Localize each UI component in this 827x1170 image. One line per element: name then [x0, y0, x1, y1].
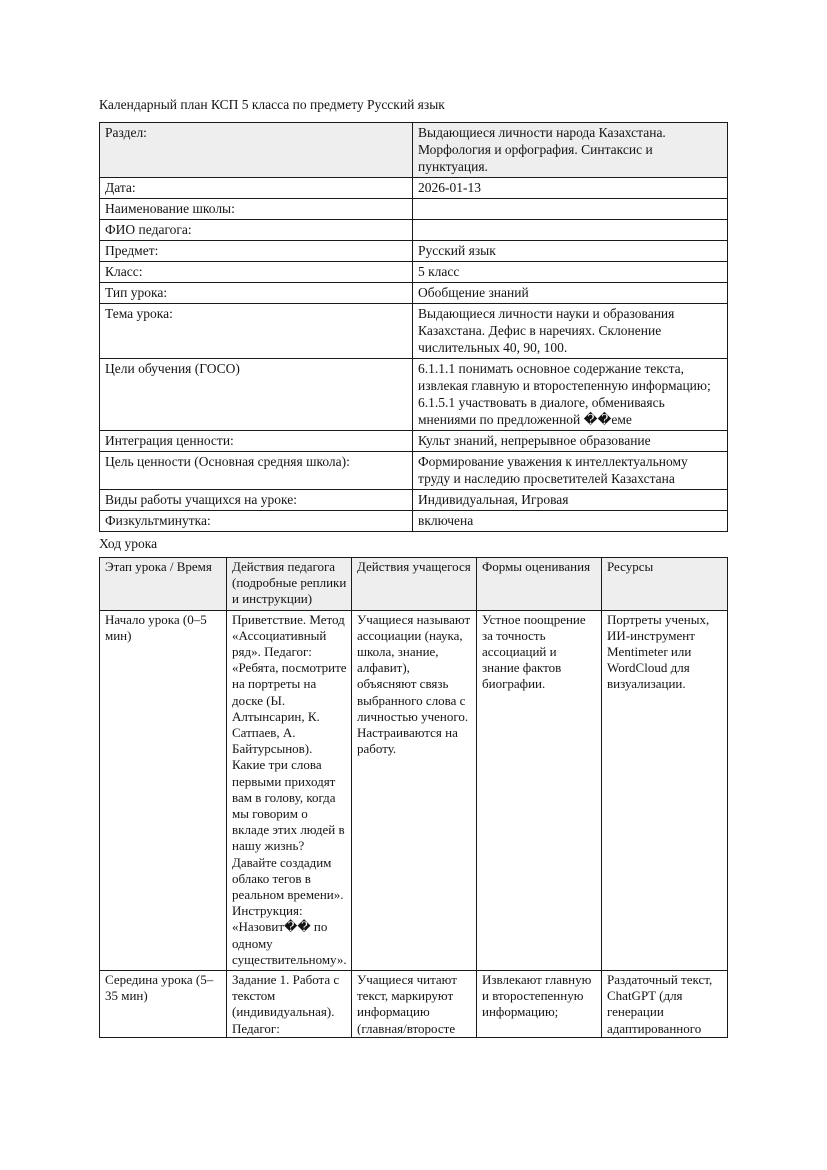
lesson-info-table	[99, 122, 728, 532]
table-row	[100, 304, 728, 359]
clipped-cell-text: Задание 1. Работа с текстом (индивидуальная). Педагог:	[232, 972, 340, 1036]
field-value-cell: Выдающиеся личности народа Казахстана. Морфология и орфография. Синтаксис и пунктуация.	[413, 123, 728, 178]
plan-cell	[100, 971, 227, 1038]
table-row	[100, 199, 728, 220]
table-row	[100, 283, 728, 304]
field-value-cell: Обобщение знаний	[413, 283, 728, 304]
clipped-cell-text: Раздаточный текст, ChatGPT (для генерации адаптированного	[607, 972, 713, 1036]
field-label-cell: Цель ценности (Основная средняя школа):	[100, 452, 413, 490]
table-row	[100, 511, 728, 532]
plan-cell: Начало урока (0–5 мин)	[100, 610, 227, 970]
field-label-cell: Виды работы учащихся на уроке:	[100, 490, 413, 511]
table-row	[100, 178, 728, 199]
field-label-cell: Раздел:	[100, 123, 413, 178]
column-header: Действия учащегося	[352, 558, 477, 611]
column-header: Этап урока / Время	[100, 558, 227, 611]
field-label-cell: Наименование школы:	[100, 199, 413, 220]
page-title: Календарный план КСП 5 класса по предмету Русский язык	[99, 97, 445, 112]
clipped-cell-text: Середина урока (5–35 мин)	[105, 972, 214, 1004]
header-row	[100, 558, 728, 611]
field-label-cell: Интеграция ценности:	[100, 431, 413, 452]
field-value-cell: 2026-01-13	[413, 178, 728, 199]
plan-cell	[477, 971, 602, 1038]
field-value-cell: Формирование уважения к интеллектуальному труду и наследию просветителей Казахстана	[413, 452, 728, 490]
field-value-cell	[413, 199, 728, 220]
table-row	[100, 452, 728, 490]
column-header: Ресурсы	[602, 558, 728, 611]
field-value-cell: 5 класс	[413, 262, 728, 283]
plan-cell: Приветствие. Метод «Ассоциативный ряд». Педагог: «Ребята, посмотрите на портреты на доске (Ы. Алтынсарин, К. Сатпаев, А. Байтурсынов). Какие три слова первыми приходят вам в голову, когда мы говорим о вкладе этих людей в нашу жизнь? Давайте создадим облако тегов в реальном времени». Инструкция: «Назовит�� по одному существительному».	[227, 610, 352, 970]
lesson-plan-table	[99, 557, 728, 1038]
table-row	[100, 971, 728, 1038]
clipped-cell-text: Учащиеся читают текст, маркируют информацию (главная/второсте	[357, 972, 457, 1036]
field-value-cell: Культ знаний, непрерывное образование	[413, 431, 728, 452]
field-value-cell: Русский язык	[413, 241, 728, 262]
field-value-cell	[413, 220, 728, 241]
table-row	[100, 490, 728, 511]
table-row	[100, 123, 728, 178]
field-label-cell: Тип урока:	[100, 283, 413, 304]
table-row	[100, 220, 728, 241]
plan-cell: Учащиеся называют ассоциации (наука, школа, знание, алфавит), объясняют связь выбранного слова с личностью ученого. Настраиваются на работу.	[352, 610, 477, 970]
plan-cell	[227, 971, 352, 1038]
field-label-cell: ФИО педагога:	[100, 220, 413, 241]
column-header: Действия педагога (подробные реплики и инструкции)	[227, 558, 352, 611]
document-page	[99, 97, 729, 1038]
column-header: Формы оценивания	[477, 558, 602, 611]
field-value-cell: Индивидуальная, Игровая	[413, 490, 728, 511]
table-row	[100, 610, 728, 970]
field-label-cell: Тема урока:	[100, 304, 413, 359]
field-label-cell: Класс:	[100, 262, 413, 283]
clipped-cell-text: Извлекают главную и второстепенную информацию;	[482, 972, 592, 1020]
plan-cell: Портреты ученых, ИИ-инструмент Mentimeter или WordCloud для визуализации.	[602, 610, 728, 970]
table-row	[100, 262, 728, 283]
plan-cell: Устное поощрение за точность ассоциаций и знание фактов биографии.	[477, 610, 602, 970]
plan-cell	[352, 971, 477, 1038]
section-heading: Ход урока	[99, 536, 158, 551]
field-value-cell: 6.1.1.1 понимать основное содержание текста, извлекая главную и второстепенную информацию; 6.1.5.1 участвовать в диалоге, обмениваясь мнениями по предложенной ��еме	[413, 359, 728, 431]
table-row	[100, 241, 728, 262]
field-label-cell: Предмет:	[100, 241, 413, 262]
field-label-cell: Физкультминутка:	[100, 511, 413, 532]
field-label-cell: Цели обучения (ГОСО)	[100, 359, 413, 431]
table-row	[100, 431, 728, 452]
field-label-cell: Дата:	[100, 178, 413, 199]
field-value-cell: Выдающиеся личности науки и образования Казахстана. Дефис в наречиях. Склонение числительных 40, 90, 100.	[413, 304, 728, 359]
plan-cell	[602, 971, 728, 1038]
table-row	[100, 359, 728, 431]
field-value-cell: включена	[413, 511, 728, 532]
